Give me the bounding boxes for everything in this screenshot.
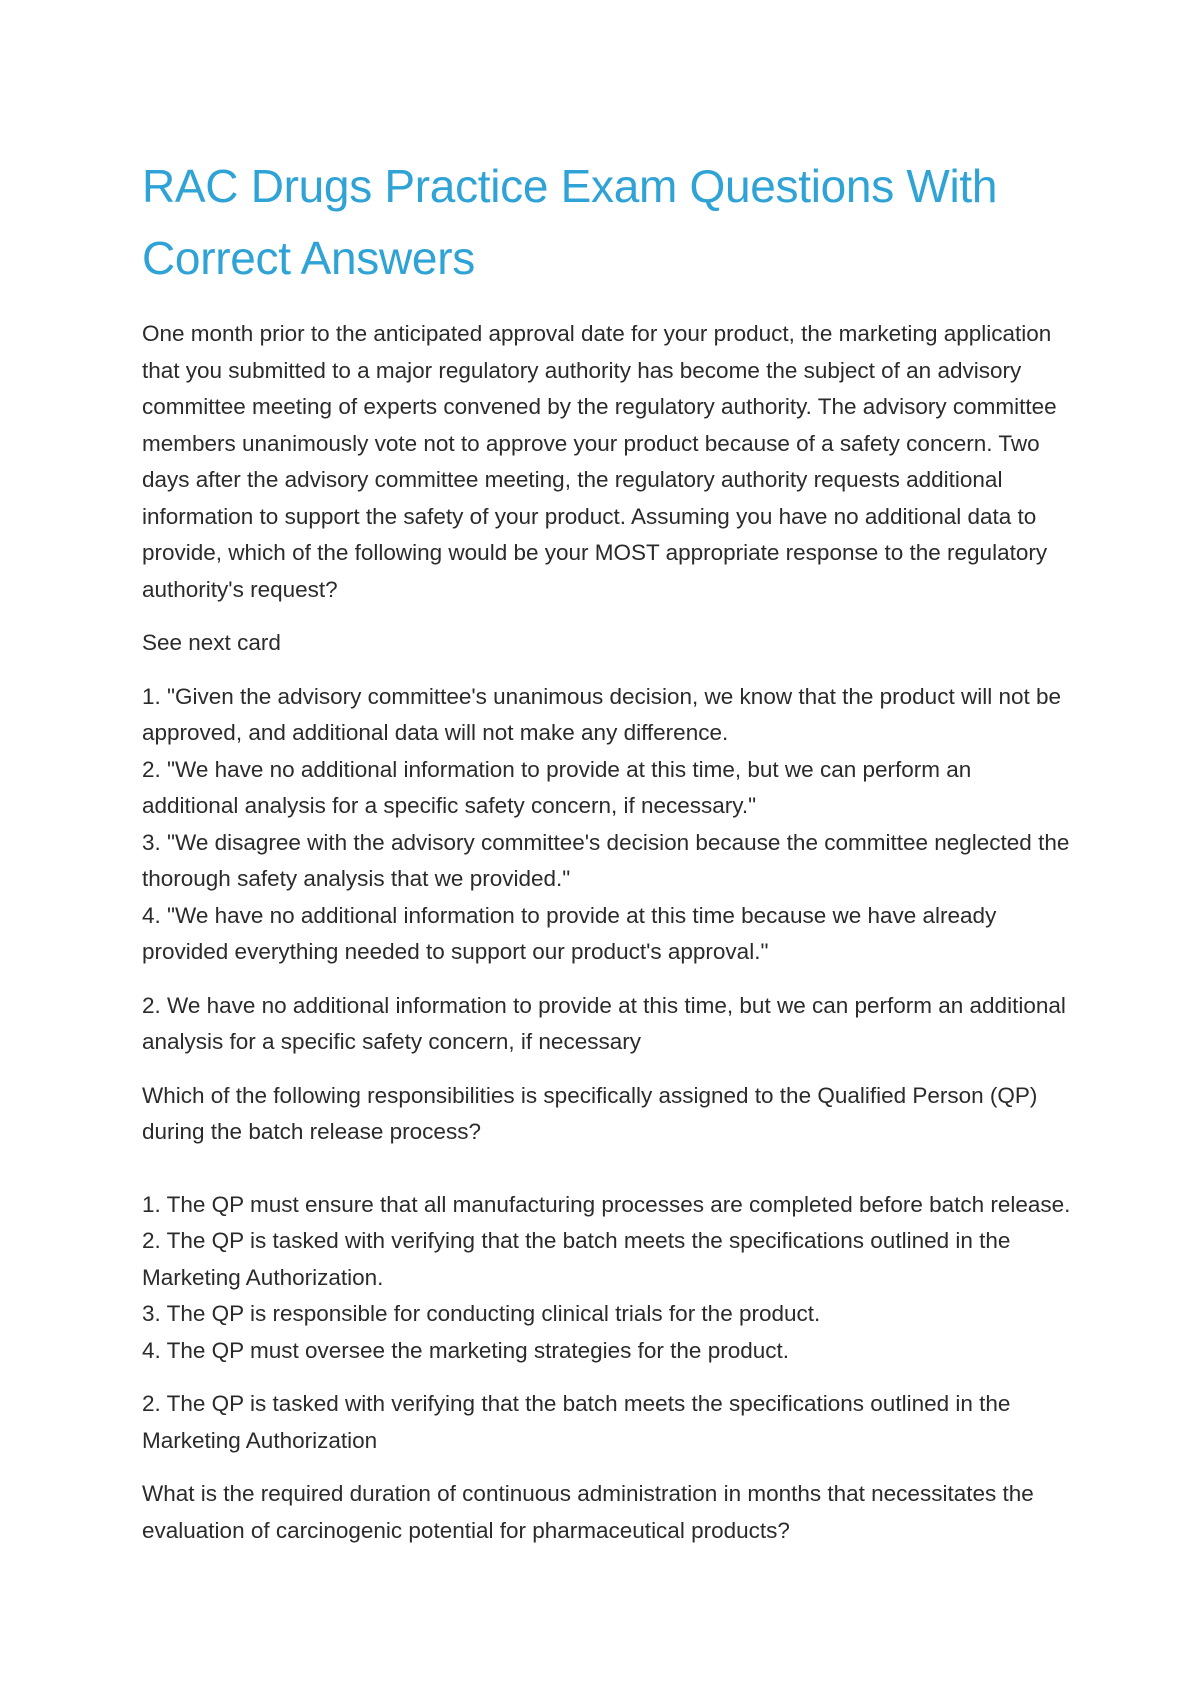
question-2-option: 3. The QP is responsible for conducting clinical trials for the product. xyxy=(142,1301,821,1326)
question-1-answer: 2. We have no additional information to provide at this time, but we can perform an additional analysis for a specific safety concern, if necessary xyxy=(142,992,1066,1054)
question-1-option: 1. "Given the advisory committee's unanimous decision, we know that the product will not be approved, and additional data will not make any difference. xyxy=(142,683,1061,745)
document-content xyxy=(142,150,1072,1566)
question-2-option: 2. The QP is tasked with verifying that the batch meets the specifications outlined in the Marketing Authorization. xyxy=(142,1228,1011,1290)
question-1-option: 4. "We have no additional information to provide at this time because we have already provided everything needed to support our product's approval." xyxy=(142,902,997,964)
question-2-text: Which of the following responsibilities is specifically assigned to the Qualified Person (QP) during the batch release process? xyxy=(142,1082,1038,1144)
question-2-answer: 2. The QP is tasked with verifying that the batch meets the specifications outlined in the Marketing Authorization xyxy=(142,1391,1011,1453)
question-1-option: 3. "We disagree with the advisory committee's decision because the committee neglected the thorough safety analysis that we provided." xyxy=(142,829,1070,891)
question-3-text: What is the required duration of continuous administration in months that necessitates the evaluation of carcinogenic potential for pharmaceutical products? xyxy=(142,1481,1034,1543)
question-2-option: 4. The QP must oversee the marketing strategies for the product. xyxy=(142,1337,789,1363)
question-1-note: See next card xyxy=(142,630,281,655)
question-2-options xyxy=(142,1187,1072,1370)
question-1-option: 2. "We have no additional information to provide at this time, but we can perform an additional analysis for a specific safety concern, if necessary." xyxy=(142,756,972,818)
question-2-option: 1. The QP must ensure that all manufacturing processes are completed before batch release. xyxy=(142,1191,1071,1217)
question-1-text: One month prior to the anticipated approval date for your product, the marketing application that you submitted to a major regulatory authority has become the subject of an advisory committee meeting of experts convened by the regulatory authority. The advisory committee members unanimously vote not to approve your product because of a safety concern. Two days after the advisory committee meeting, the regulatory authority requests additional information to support the safety of your product. Assuming you have no additional data to provide, which of the following would be your MOST appropriate response to the regulatory authority's request? xyxy=(142,321,1057,602)
document-title: RAC Drugs Practice Exam Questions With Correct Answers xyxy=(142,160,998,284)
question-1-options xyxy=(142,679,1072,971)
